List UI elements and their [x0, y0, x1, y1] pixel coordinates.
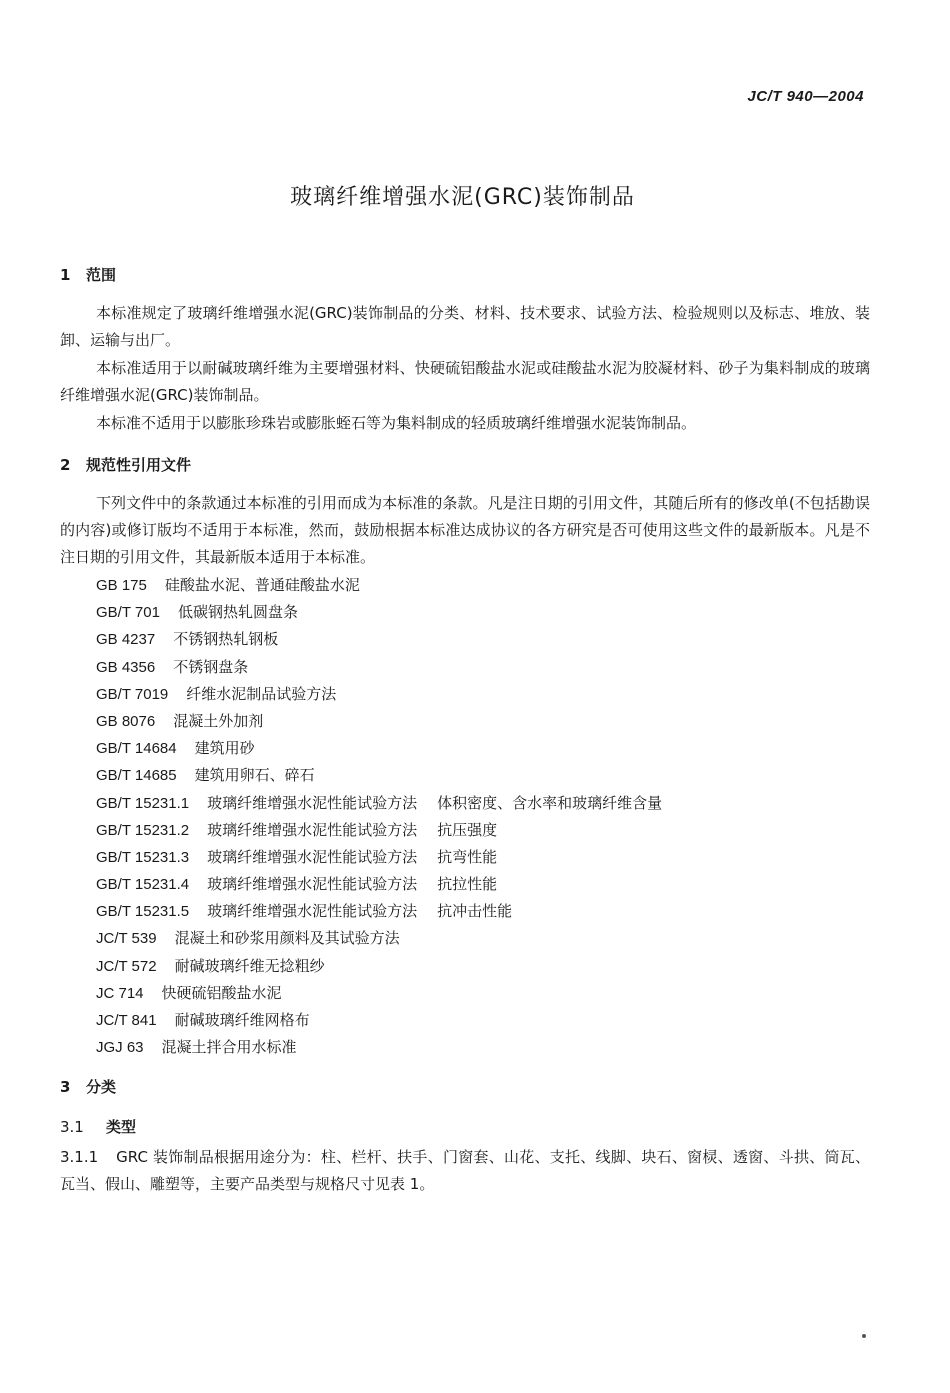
subsection-3-1-heading: [60, 1116, 136, 1137]
reference-subtitle: 抗弯性能: [437, 847, 498, 866]
reference-code: GB/T 15231.2: [96, 821, 190, 839]
section-number: 3: [60, 1078, 71, 1096]
reference-item: [96, 1007, 662, 1034]
document-title: 玻璃纤维增强水泥(GRC)装饰制品: [290, 185, 635, 210]
reference-name: 建筑用砂: [194, 739, 255, 758]
reference-subtitle: 体积密度、含水率和玻璃纤维含量: [437, 793, 663, 812]
reference-name: 纤维水泥制品试验方法: [186, 684, 337, 703]
reference-item: [96, 898, 662, 925]
subsection-number: 3.1: [60, 1118, 84, 1136]
scan-speck: [862, 1334, 866, 1338]
reference-name: 不锈钢热轧钢板: [173, 630, 279, 649]
reference-code: GB/T 15231.1: [96, 794, 190, 812]
reference-code: GB/T 15231.5: [96, 903, 190, 921]
reference-name: 不锈钢盘条: [173, 657, 249, 676]
reference-item: [96, 572, 662, 599]
section-1-paragraph-3: 本标准不适用于以膨胀珍珠岩或膨胀蛭石等为集料制成的轻质玻璃纤维增强水泥装饰制品。: [96, 414, 697, 432]
reference-item: [96, 762, 662, 789]
standard-number: JC/T 940—2004: [747, 88, 864, 105]
reference-item: [96, 681, 662, 708]
reference-name: 建筑用卵石、碎石: [194, 766, 315, 785]
reference-name: 玻璃纤维增强水泥性能试验方法: [207, 793, 418, 812]
section-title: 分类: [86, 1078, 117, 1096]
reference-name: 耐碱玻璃纤维无捻粗纱: [174, 956, 325, 975]
reference-code: JC/T 539: [96, 930, 157, 948]
reference-code: JC 714: [96, 984, 144, 1002]
section-3-heading: [60, 1076, 116, 1097]
reference-item: [96, 735, 662, 762]
clause-text: GRC 装饰制品根据用途分为：柱、栏杆、扶手、门窗套、山花、支托、线脚、块石、窗棂、透窗、斗拱、筒瓦、瓦当、假山、雕塑等，主要产品类型与规格尺寸见表 1。: [60, 1148, 870, 1193]
reference-code: JGJ 63: [96, 1039, 144, 1057]
reference-name: 低碳钢热轧圆盘条: [177, 603, 298, 622]
reference-name: 混凝土拌合用水标准: [161, 1038, 297, 1057]
clause-3-1-1: [60, 1144, 870, 1198]
reference-item: [96, 599, 662, 626]
reference-item: [96, 626, 662, 653]
reference-item: [96, 844, 662, 871]
section-title: 规范性引用文件: [86, 456, 192, 474]
reference-code: GB/T 14685: [96, 767, 177, 785]
reference-name: 混凝土和砂浆用颜料及其试验方法: [174, 929, 400, 948]
section-1-heading: [60, 264, 116, 285]
section-number: 2: [60, 456, 71, 474]
reference-subtitle: 抗压强度: [437, 820, 498, 839]
section-1-paragraph-2: 本标准适用于以耐碱玻璃纤维为主要增强材料、快硬硫铝酸盐水泥或硅酸盐水泥为胶凝材料、砂子为集料制成的玻璃纤维增强水泥(GRC)装饰制品。: [60, 359, 870, 404]
reference-item: [96, 953, 662, 980]
reference-item: [96, 980, 662, 1007]
reference-subtitle: 抗拉性能: [437, 875, 498, 894]
reference-name: 混凝土外加剂: [173, 711, 264, 730]
section-title: 范围: [86, 266, 117, 284]
reference-item: [96, 925, 662, 952]
subsection-title: 类型: [106, 1118, 137, 1136]
reference-code: JC/T 572: [96, 957, 157, 975]
clause-number: 3.1.1: [60, 1148, 99, 1166]
section-2-intro: 下列文件中的条款通过本标准的引用而成为本标准的条款。凡是注日期的引用文件，其随后所有的修改单(不包括勘误的内容)或修订版均不适用于本标准，然而，鼓励根据本标准达成协议的各方研究是否可使用这些文件的最新版本。凡是不注日期的引用文件，其最新版本适用于本标准。: [60, 494, 870, 566]
reference-name: 玻璃纤维增强水泥性能试验方法: [207, 902, 418, 921]
reference-code: GB 175: [96, 577, 147, 594]
reference-code: GB/T 701: [96, 604, 160, 622]
reference-name: 快硬硫铝酸盐水泥: [161, 983, 282, 1002]
reference-code: GB 8076: [96, 712, 156, 730]
reference-code: GB/T 15231.4: [96, 876, 190, 894]
reference-item: [96, 817, 662, 844]
reference-name: 玻璃纤维增强水泥性能试验方法: [207, 820, 418, 839]
reference-name: 硅酸盐水泥、普通硅酸盐水泥: [164, 576, 360, 594]
reference-code: GB/T 14684: [96, 740, 177, 758]
reference-code: GB 4237: [96, 631, 156, 649]
reference-name: 耐碱玻璃纤维网格布: [174, 1011, 310, 1029]
reference-code: GB/T 7019: [96, 685, 169, 703]
reference-code: JC/T 841: [96, 1012, 157, 1029]
reference-code: GB 4356: [96, 658, 156, 676]
reference-item: [96, 654, 662, 681]
reference-item: [96, 790, 662, 817]
reference-subtitle: 抗冲击性能: [437, 902, 513, 921]
section-number: 1: [60, 266, 71, 284]
section-2-heading: [60, 454, 191, 475]
reference-item: [96, 1034, 662, 1061]
reference-name: 玻璃纤维增强水泥性能试验方法: [207, 847, 418, 866]
section-1-paragraph-1: 本标准规定了玻璃纤维增强水泥(GRC)装饰制品的分类、材料、技术要求、试验方法、检验规则以及标志、堆放、装卸、运输与出厂。: [60, 304, 870, 349]
reference-item: [96, 708, 662, 735]
reference-code: GB/T 15231.3: [96, 848, 190, 866]
reference-list: [96, 572, 662, 1061]
reference-item: [96, 871, 662, 898]
reference-name: 玻璃纤维增强水泥性能试验方法: [207, 875, 418, 894]
